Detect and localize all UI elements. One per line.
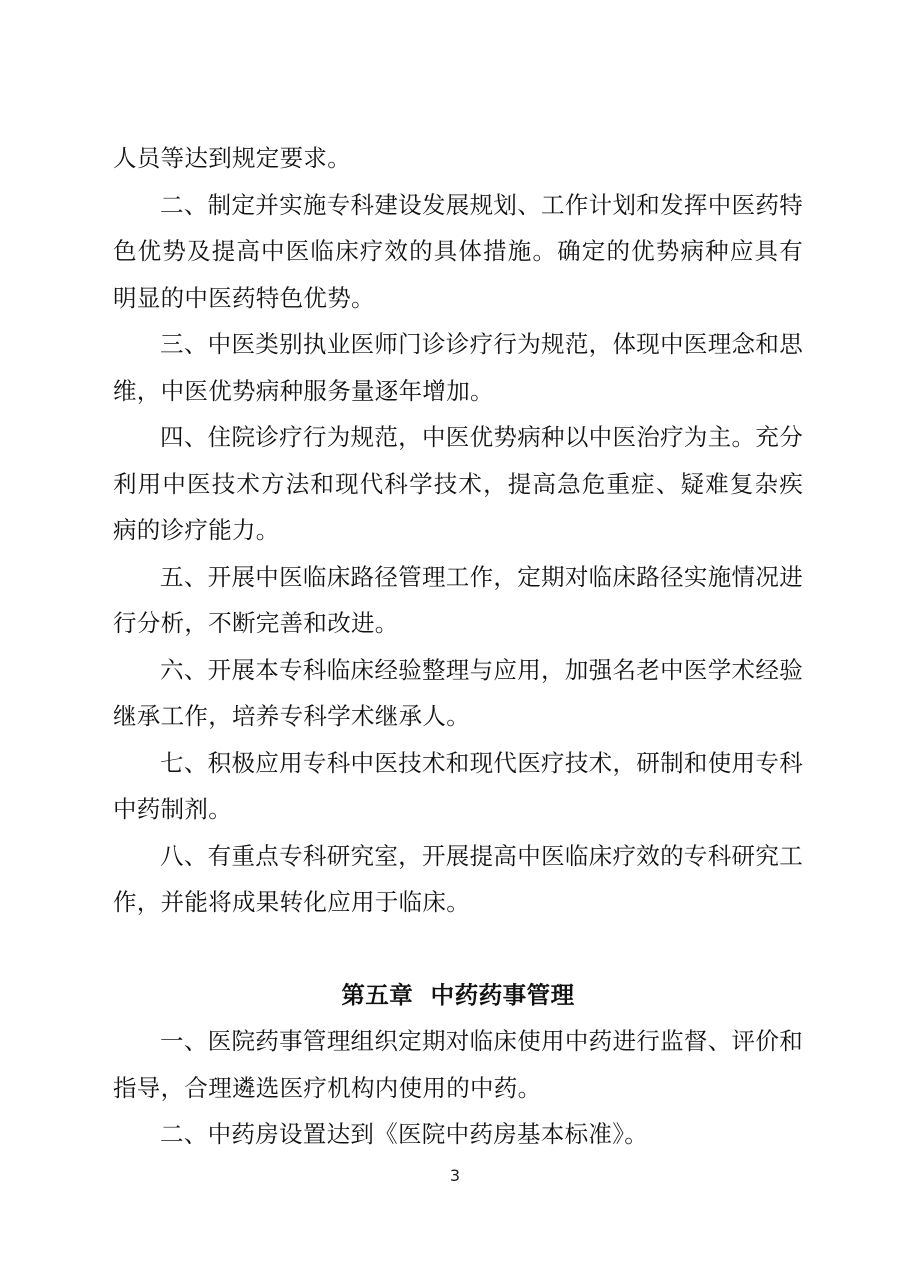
paragraph-item-6: 六、开展本专科临床经验整理与应用，加强名老中医学术经验继承工作，培养专科学术继承人。 — [113, 655, 803, 730]
paragraph-item-8: 八、有重点专科研究室，开展提高中医临床疗效的专科研究工作，并能将成果转化应用于临床。 — [113, 841, 803, 916]
paragraph-item-7: 七、积极应用专科中医技术和现代医疗技术，研制和使用专科中药制剂。 — [113, 748, 803, 823]
continued-paragraph: 人员等达到规定要求。 — [113, 144, 351, 172]
paragraph-item-5: 五、开展中医临床路径管理工作，定期对临床路径实施情况进行分析，不断完善和改进。 — [113, 562, 803, 637]
paragraph-item-3: 三、中医类别执业医师门诊诊疗行为规范，体现中医理念和思维，中医优势病种服务量逐年增加。 — [113, 330, 803, 405]
paragraph-item-2: 二、制定并实施专科建设发展规划、工作计划和发挥中医药特色优势及提高中医临床疗效的具体措施。确定的优势病种应具有明显的中医药特色优势。 — [113, 190, 803, 312]
paragraph-item-4: 四、住院诊疗行为规范，中医优势病种以中医治疗为主。充分利用中医技术方法和现代科学技术，提高急危重症、疑难复杂疾病的诊疗能力。 — [113, 423, 803, 544]
page-number: 3 — [449, 1166, 461, 1185]
chapter5-paragraph-2: 二、中药房设置达到《医院中药房基本标准》。 — [160, 1120, 649, 1148]
chapter-title: 第五章 中药药事管理 — [341, 980, 575, 1009]
page-body — [113, 135, 803, 1158]
chapter5-paragraph-1: 一、医院药事管理组织定期对临床使用中药进行监督、评价和指导，合理遴选医疗机构内使用的中药。 — [113, 1027, 803, 1102]
